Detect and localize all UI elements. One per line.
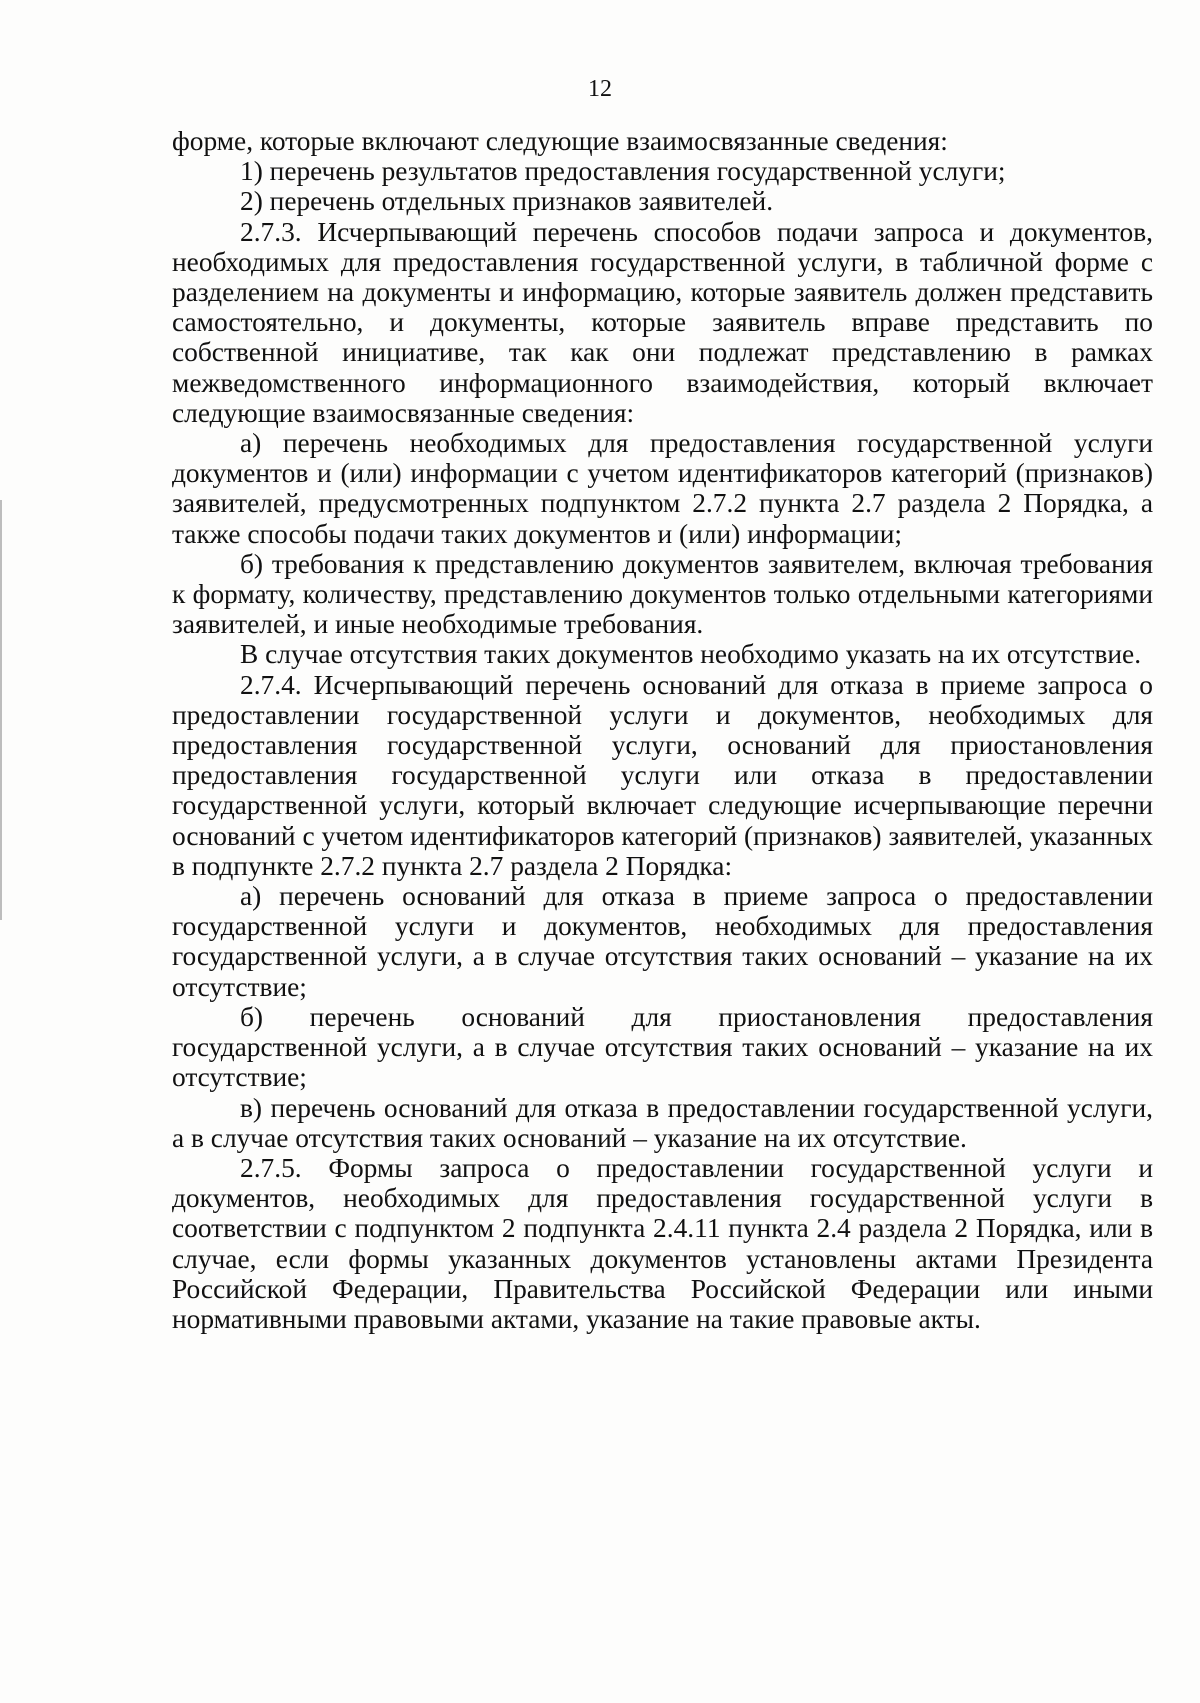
paragraph: форме, которые включают следующие взаимосвязанные сведения:: [172, 126, 948, 156]
page-number: 12: [588, 76, 612, 102]
list-item-a-refusal-reception: а) перечень оснований для отказа в приеме запроса о предоставлении государственной услуги и документов, необходимых для предоставления государственной услуги, а в случае отсутствия таких оснований – указание на их отсутствие;: [172, 881, 1153, 1002]
paragraph-2-7-5: 2.7.5. Формы запроса о предоставлении государственной услуги и документов, необходимых для предоставления государственной услуги в соответствии с подпунктом 2 подпункта 2.4.11 пункта 2.4 раздела 2 Порядка, или в случае, если формы указанных документов установлены актами Президента Российской Федерации, Правительства Российской Федерации или иными нормативными правовыми актами, указание на такие правовые акты.: [172, 1152, 1153, 1334]
paragraph-2-7-3: 2.7.3. Исчерпывающий перечень способов подачи запроса и документов, необходимых для предоставления государственной услуги, в табличной форме с разделением на документы и информацию, которые заявитель должен представить самостоятельно, и документы, которые заявитель вправе представить по собственной инициативе, так как они подлежат представлению в рамках межведомственного информационного взаимодействия, который включает следующие взаимосвязанные сведения:: [172, 216, 1153, 428]
list-item-b-requirements: б) требования к представлению документов заявителем, включая требования к формату, количеству, представлению документов только отдельными категориями заявителей, и иные необходимые требования.: [172, 548, 1153, 640]
paragraph-2-7-4: 2.7.4. Исчерпывающий перечень оснований для отказа в приеме запроса о предоставлении государственной услуги и документов, необходимых для предоставления государственной услуги, оснований для приостановления предоставления государственной услуги или отказа в предоставлении государственной услуги, который включает следующие исчерпывающие перечни оснований с учетом идентификаторов категорий (признаков) заявителей, указанных в подпункте 2.7.2 пункта 2.7 раздела 2 Порядка:: [172, 669, 1153, 881]
scan-edge-line: [0, 500, 2, 920]
paragraph-absence-note: В случае отсутствия таких документов необходимо указать на их отсутствие.: [240, 639, 1142, 670]
list-item-c-refusal-provision: в) перечень оснований для отказа в предоставлении государственной услуги, а в случае отсутствия таких оснований – указание на их отсутствие.: [172, 1092, 1153, 1153]
list-item-result: 1) перечень результатов предоставления государственной услуги;: [240, 156, 1006, 187]
document-body: [172, 126, 1153, 1334]
list-item-applicant-signs: 2) перечень отдельных признаков заявителей.: [240, 186, 774, 217]
list-item-a-documents: а) перечень необходимых для предоставления государственной услуги документов и (или) информации с учетом идентификаторов категорий (признаков) заявителей, предусмотренных подпунктом 2.7.2 пункта 2.7 раздела 2 Порядка, а также способы подачи таких документов и (или) информации;: [172, 428, 1153, 549]
list-item-b-suspension: б) перечень оснований для приостановления предоставления государственной услуги, а в случае отсутствия таких оснований – указание на их отсутствие;: [172, 1001, 1153, 1093]
